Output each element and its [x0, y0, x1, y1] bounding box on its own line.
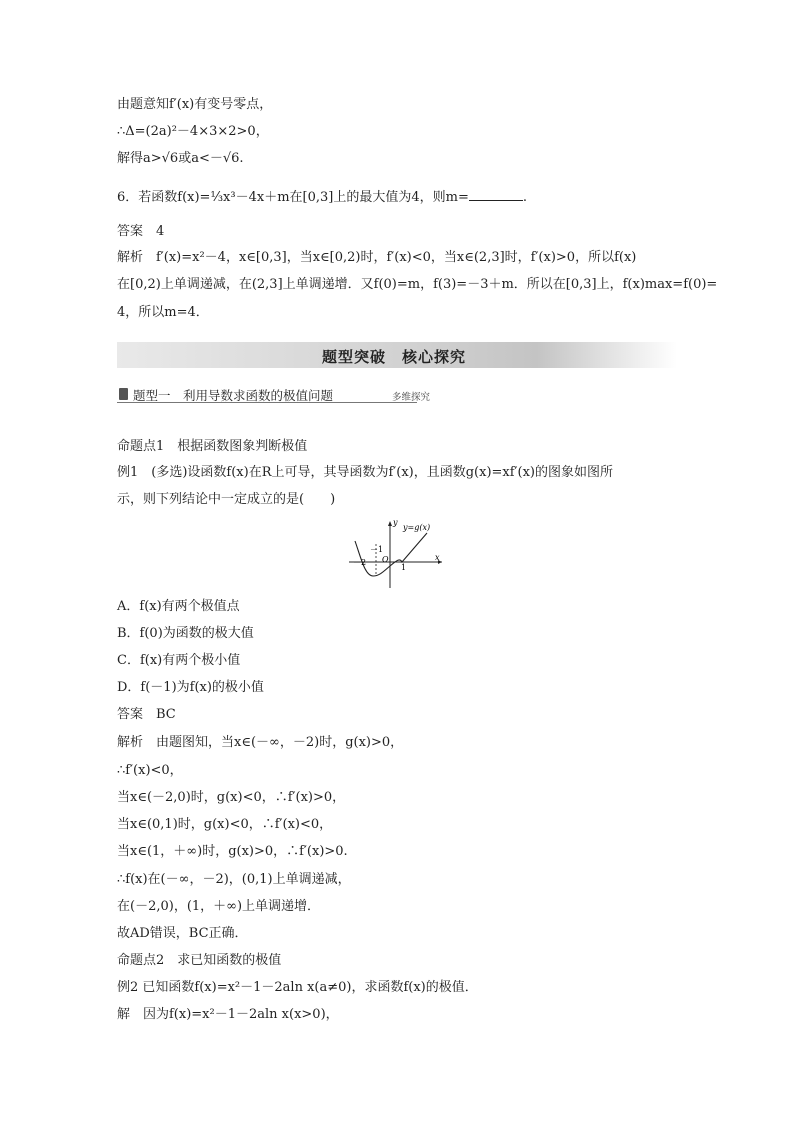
banner-title: 题型突破 核心探究 [322, 348, 467, 366]
line-text: 答案 4 [117, 224, 165, 239]
section-header [117, 385, 677, 405]
line-text: 在(－2,0)，(1，＋∞)上单调递增． [117, 899, 321, 914]
section-underline [117, 402, 417, 403]
curve-g [355, 533, 427, 576]
text-line [117, 1006, 677, 1024]
line-text: 在[0,2)上单调递减，在(2,3]上单调递增．又f(0)=m，f(3)=－3＋m．所以在[0,3]上，f(x)max=f(0)= [117, 277, 718, 292]
text-line [117, 979, 677, 997]
line-text: 示，则下列结论中一定成立的是( ) [117, 492, 336, 507]
text-line [117, 223, 677, 241]
y-axis-label: y [393, 518, 398, 527]
text-line [117, 816, 677, 834]
text-line [117, 96, 677, 114]
text-line [117, 598, 677, 616]
line-text: 解析 f′(x)=x²－4，x∈[0,3]，当x∈[0,2)时，f′(x)<0，当x∈(2,3]时，f′(x)>0，所以f(x) [117, 250, 637, 265]
text-line [117, 464, 677, 482]
text-line [117, 789, 677, 807]
line-text: ∴Δ=(2a)²－4×3×2>0， [117, 124, 269, 139]
text-line [117, 762, 677, 780]
text-line [117, 843, 677, 861]
line-text: C．f(x)有两个极小值 [117, 653, 241, 668]
function-graph [345, 518, 445, 590]
text-line [117, 625, 677, 643]
x-axis-label: x [435, 553, 440, 562]
line-text: B．f(0)为函数的极大值 [117, 626, 254, 641]
line-text: 命题点1 根据函数图象判断极值 [117, 439, 308, 454]
line-text: 例2 已知函数f(x)=x²－1－2aln x(a≠0)，求函数f(x)的极值． [117, 980, 478, 995]
line-text: 6．若函数f(x)=⅓x³－4x＋m在[0,3]上的最大值为4，则m= [117, 190, 469, 205]
text-line [117, 249, 677, 267]
line-text: ∴f′(x)<0， [117, 763, 183, 778]
text-line [117, 706, 677, 724]
line-text: 当x∈(0,1)时，g(x)<0，∴f′(x)<0， [117, 817, 333, 832]
origin-label: O [382, 555, 389, 564]
line-text: 解得a>√6或a<－√6. [117, 151, 244, 166]
line-text: 4，所以m=4． [117, 305, 209, 320]
section-banner [117, 342, 677, 368]
text-line [117, 438, 677, 456]
section-title: 题型一 利用导数求函数的极值问题 [133, 388, 334, 403]
line-text: 由题意知f′(x)有变号零点， [117, 97, 273, 112]
text-line [117, 734, 677, 752]
text-line [117, 123, 677, 141]
text-line [117, 679, 677, 697]
line-text: A．f(x)有两个极值点 [117, 599, 240, 614]
text-line [117, 925, 677, 943]
line-text: 当x∈(－2,0)时，g(x)<0，∴f′(x)>0， [117, 790, 346, 805]
answer-blank [469, 188, 523, 201]
line-text: 例1 (多选)设函数f(x)在R上可导，其导函数为f′(x)，且函数g(x)=xf′(x)的图象如图所 [117, 465, 613, 480]
bookmark-icon [119, 388, 128, 400]
tick-label-neg1: －1 [370, 545, 384, 554]
text-line [117, 898, 677, 916]
line-text: 解析 由题图知，当x∈(－∞，－2)时，g(x)>0， [117, 735, 404, 750]
text-line [117, 871, 677, 889]
line-text: 解 因为f(x)=x²－1－2aln x(x>0)， [117, 1007, 339, 1022]
line-text: D．f(－1)为f(x)的极小值 [117, 680, 264, 695]
text-line [117, 304, 677, 322]
text-line [117, 491, 677, 509]
line-text: 当x∈(1，＋∞)时，g(x)>0，∴f′(x)>0. [117, 844, 348, 859]
tick-label-neg2: －2 [353, 558, 367, 567]
text-line [117, 652, 677, 670]
line-text: 命题点2 求已知函数的极值 [117, 953, 282, 968]
curve-label: y=g(x) [403, 523, 431, 532]
y-axis-arrow [388, 521, 392, 526]
text-line [117, 276, 718, 294]
tick-label-1: 1 [401, 563, 407, 572]
line-text: 答案 BC [117, 707, 176, 722]
line-text: ∴f(x)在(－∞，－2)，(0,1)上单调递减， [117, 872, 351, 887]
section-tag: 多维探究 [392, 392, 431, 403]
text-line [117, 952, 677, 970]
text-line: 6．若函数f(x)=⅓x³－4x＋m在[0,3]上的最大值为4，则m= . [117, 190, 527, 205]
line-text: 故AD错误，BC正确． [117, 926, 248, 941]
text-line [117, 150, 677, 168]
